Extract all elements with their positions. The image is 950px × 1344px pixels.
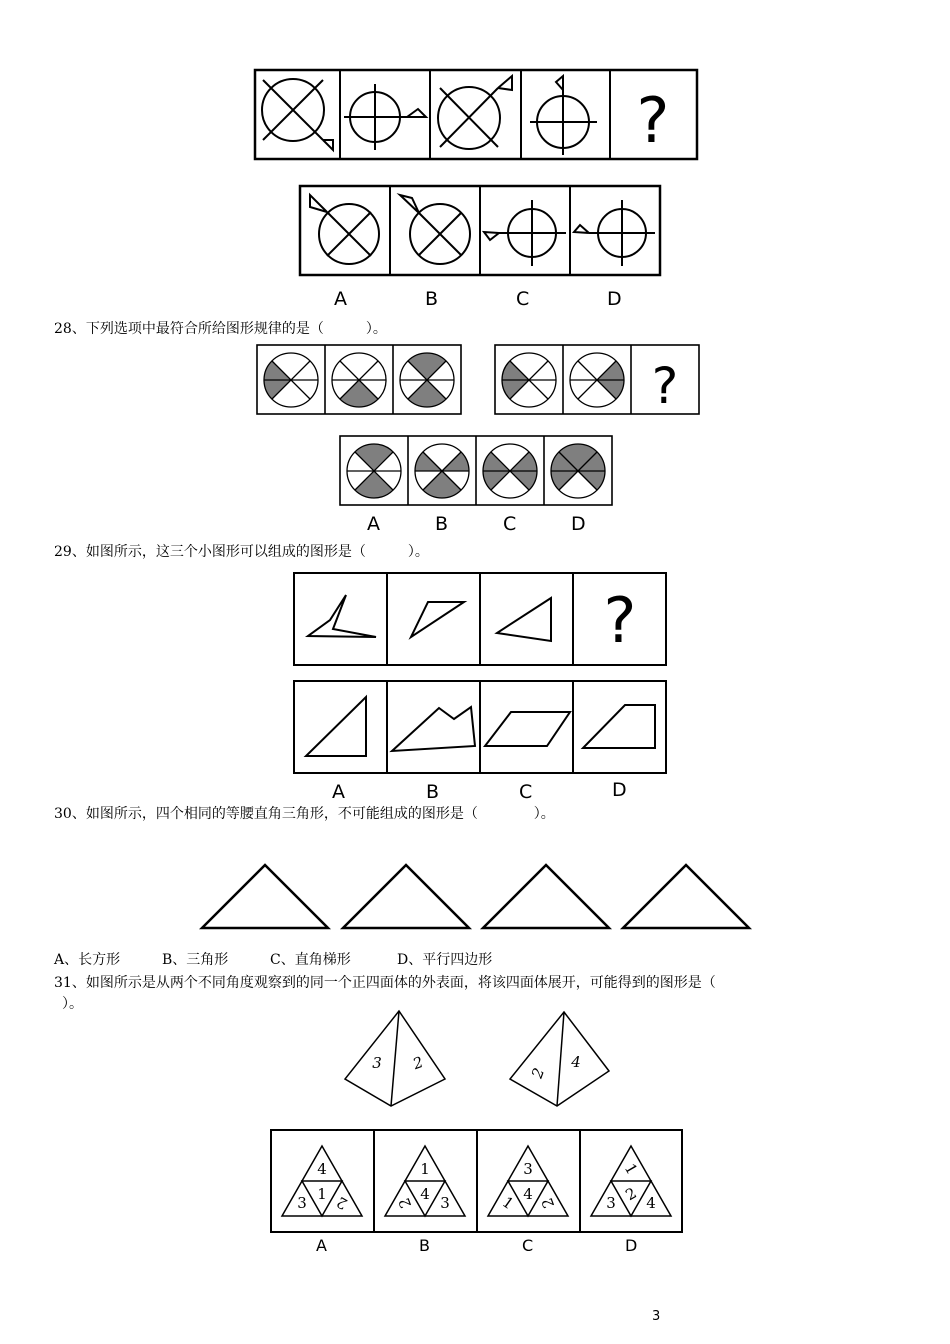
q30-choice-d: D、平行四边形: [397, 952, 493, 968]
q31-net-b-center: 4: [420, 1185, 430, 1203]
q29-option-c-label: C: [519, 781, 533, 803]
q27-question-mark: ?: [636, 84, 670, 157]
q31-question-text-line2: ）。: [62, 996, 83, 1012]
q27-option-d-label: D: [607, 288, 622, 310]
q27-option-b-label: B: [425, 288, 439, 310]
q31-net-a-right: 2: [333, 1192, 351, 1214]
q30-choice-c: C、直角梯形: [270, 952, 351, 968]
q29-question-mark: ?: [603, 584, 637, 657]
q31-view2-face-right: 4: [571, 1053, 581, 1071]
q31-net-d-figure: [591, 1146, 671, 1216]
q28-option-b-label: B: [435, 513, 449, 535]
page-number: 3: [652, 1309, 661, 1324]
q31-net-d-center: 2: [622, 1183, 640, 1205]
q31-view1-face-right: 2: [410, 1052, 426, 1074]
q31-net-d-top: 1: [620, 1160, 642, 1178]
q31-net-a-figure: [282, 1146, 362, 1216]
q28-option-c-label: C: [503, 513, 517, 535]
q31-net-a-center: 1: [317, 1185, 327, 1203]
q31-net-a-top: 4: [317, 1160, 327, 1178]
q31-net-c-left: 1: [498, 1192, 518, 1214]
q31-net-c-top: 3: [523, 1160, 533, 1178]
q29-question-text: 29、如图所示，这三个小图形可以组成的图形是（ ）。: [54, 544, 429, 560]
q31-option-c-label: C: [522, 1236, 534, 1255]
q31-view1-face-left: 3: [372, 1054, 382, 1072]
q30-question-text: 30、如图所示，四个相同的等腰直角三角形，不可能组成的图形是（ ）。: [54, 806, 555, 822]
q31-net-b-top: 1: [420, 1160, 430, 1178]
q27-option-c-label: C: [516, 288, 530, 310]
q31-net-d-right: 4: [646, 1194, 656, 1212]
q31-option-d-label: D: [625, 1236, 638, 1255]
q31-net-b-left: 2: [394, 1195, 416, 1211]
q31-net-d-left: 3: [606, 1194, 616, 1212]
q31-net-a-left: 3: [297, 1194, 307, 1212]
q28-option-a-label: A: [367, 513, 380, 535]
q31-net-c-center: 4: [523, 1185, 533, 1203]
q31-net-c-right: 2: [537, 1195, 559, 1211]
q31-option-b-label: B: [419, 1236, 430, 1255]
q29-option-b-label: B: [426, 781, 440, 803]
q31-view2-face-left: 2: [527, 1065, 549, 1081]
q28-option-d-label: D: [571, 513, 586, 535]
q31-net-b-right: 3: [440, 1194, 450, 1212]
q29-option-d-label: D: [612, 779, 627, 801]
q30-choice-b: B、三角形: [162, 952, 229, 968]
q30-choice-a: A、长方形: [54, 952, 121, 968]
q28-question-mark: ?: [651, 357, 679, 415]
q28-question-text: 28、下列选项中最符合所给图形规律的是（ ）。: [54, 321, 387, 337]
q27-option-a-label: A: [334, 288, 347, 310]
q29-option-a-label: A: [332, 781, 345, 803]
q31-option-a-label: A: [316, 1236, 327, 1255]
q31-question-text-line1: 31、如图所示是从两个不同角度观察到的同一个正四面体的外表面，将该四面体展开，可能得到的图形是（: [54, 975, 716, 991]
